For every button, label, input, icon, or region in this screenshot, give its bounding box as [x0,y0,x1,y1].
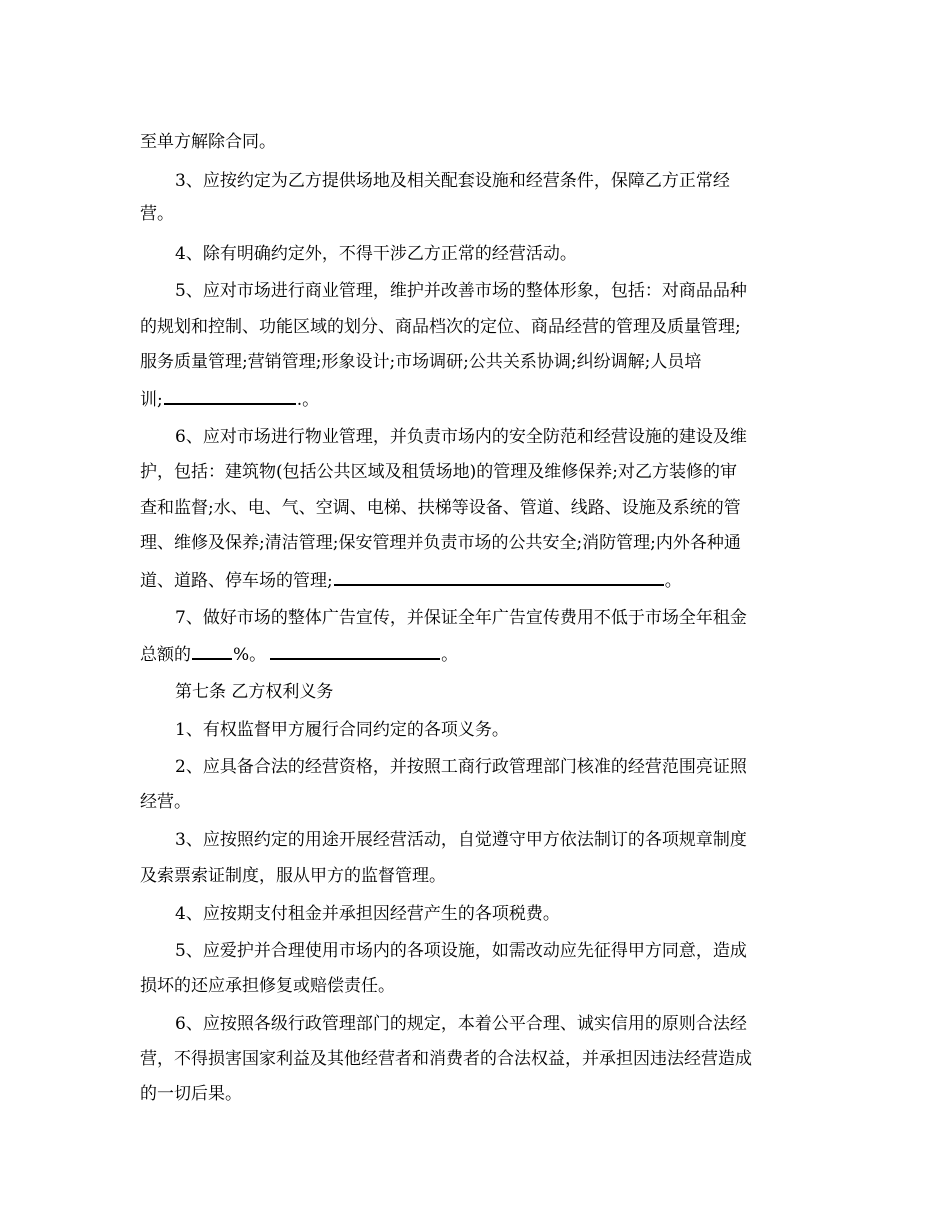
paragraph-line: 6、应对市场进行物业管理，并负责市场内的安全防范和经营设施的建设及维 [175,427,747,447]
paragraph-line: 1、有权监督甲方履行合同约定的各项义务。 [175,720,509,740]
paragraph-line: 营。 [140,204,174,224]
paragraph-line: 6、应按照各级行政管理部门的规定，本着公平合理、诚实信用的原则合法经 [175,1014,747,1034]
paragraph-line: 的一切后果。 [140,1084,242,1104]
section-heading: 第七条 乙方权利义务 [175,682,334,702]
paragraph-line: 5、应爱护并合理使用市场内的各项设施，如需改动应先征得甲方同意，造成 [175,941,747,961]
paragraph-line: 至单方解除合同。 [140,132,276,152]
line-text: 总额的 [140,645,191,665]
line-text: 。 [664,571,682,591]
paragraph-line: 3、应按照约定的用途开展经营活动，自觉遵守甲方依法制订的各项规章制度 [175,830,747,850]
paragraph-line: 经营。 [140,792,191,812]
paragraph-line [140,641,458,665]
paragraph-line: 4、除有明确约定外，不得干涉乙方正常的经营活动。 [175,244,577,264]
fill-in-blank[interactable] [334,567,664,586]
line-text: %。 [233,645,267,665]
paragraph-line [140,567,682,591]
paragraph-line: 3、应按约定为乙方提供场地及相关配套设施和经营条件，保障乙方正常经 [175,171,730,191]
paragraph-line [140,386,319,410]
line-text: 。 [441,645,459,665]
line-text: 道、道路、停车场的管理; [140,571,333,591]
percent-blank[interactable] [192,641,232,660]
paragraph-line: 理、维修及保养;清洁管理;保安管理并负责市场的公共安全;消防管理;内外各种通 [140,533,741,553]
paragraph-line: 的规划和控制、功能区域的划分、商品档次的定位、商品经营的管理及质量管理; [140,317,741,337]
paragraph-line: 及索票索证制度，服从甲方的监督管理。 [140,866,446,886]
paragraph-line: 5、应对市场进行商业管理，维护并改善市场的整体形象，包括：对商品品种 [175,281,747,301]
fill-in-blank[interactable] [164,386,296,405]
paragraph-line: 2、应具备合法的经营资格，并按照工商行政管理部门核准的经营范围亮证照 [175,757,747,777]
line-text: 训; [140,390,163,410]
paragraph-line: 7、做好市场的整体广告宣传，并保证全年广告宣传费用不低于市场全年租金 [175,608,747,628]
paragraph-line: 损坏的还应承担修复或赔偿责任。 [140,976,395,996]
line-text: .。 [296,390,320,410]
paragraph-line: 护，包括：建筑物(包括公共区域及租赁场地)的管理及维修保养;对乙方装修的审 [140,462,737,482]
paragraph-line: 4、应按期支付租金并承担因经营产生的各项税费。 [175,904,560,924]
fill-in-blank[interactable] [270,641,440,660]
paragraph-line: 服务质量管理;营销管理;形象设计;市场调研;公共关系协调;纠纷调解;人员培 [140,352,702,372]
paragraph-line: 营，不得损害国家利益及其他经营者和消费者的合法权益，并承担因违法经营造成 [140,1049,752,1069]
paragraph-line: 查和监督;水、电、气、空调、电梯、扶梯等设备、管道、线路、设施及系统的管 [140,498,741,518]
